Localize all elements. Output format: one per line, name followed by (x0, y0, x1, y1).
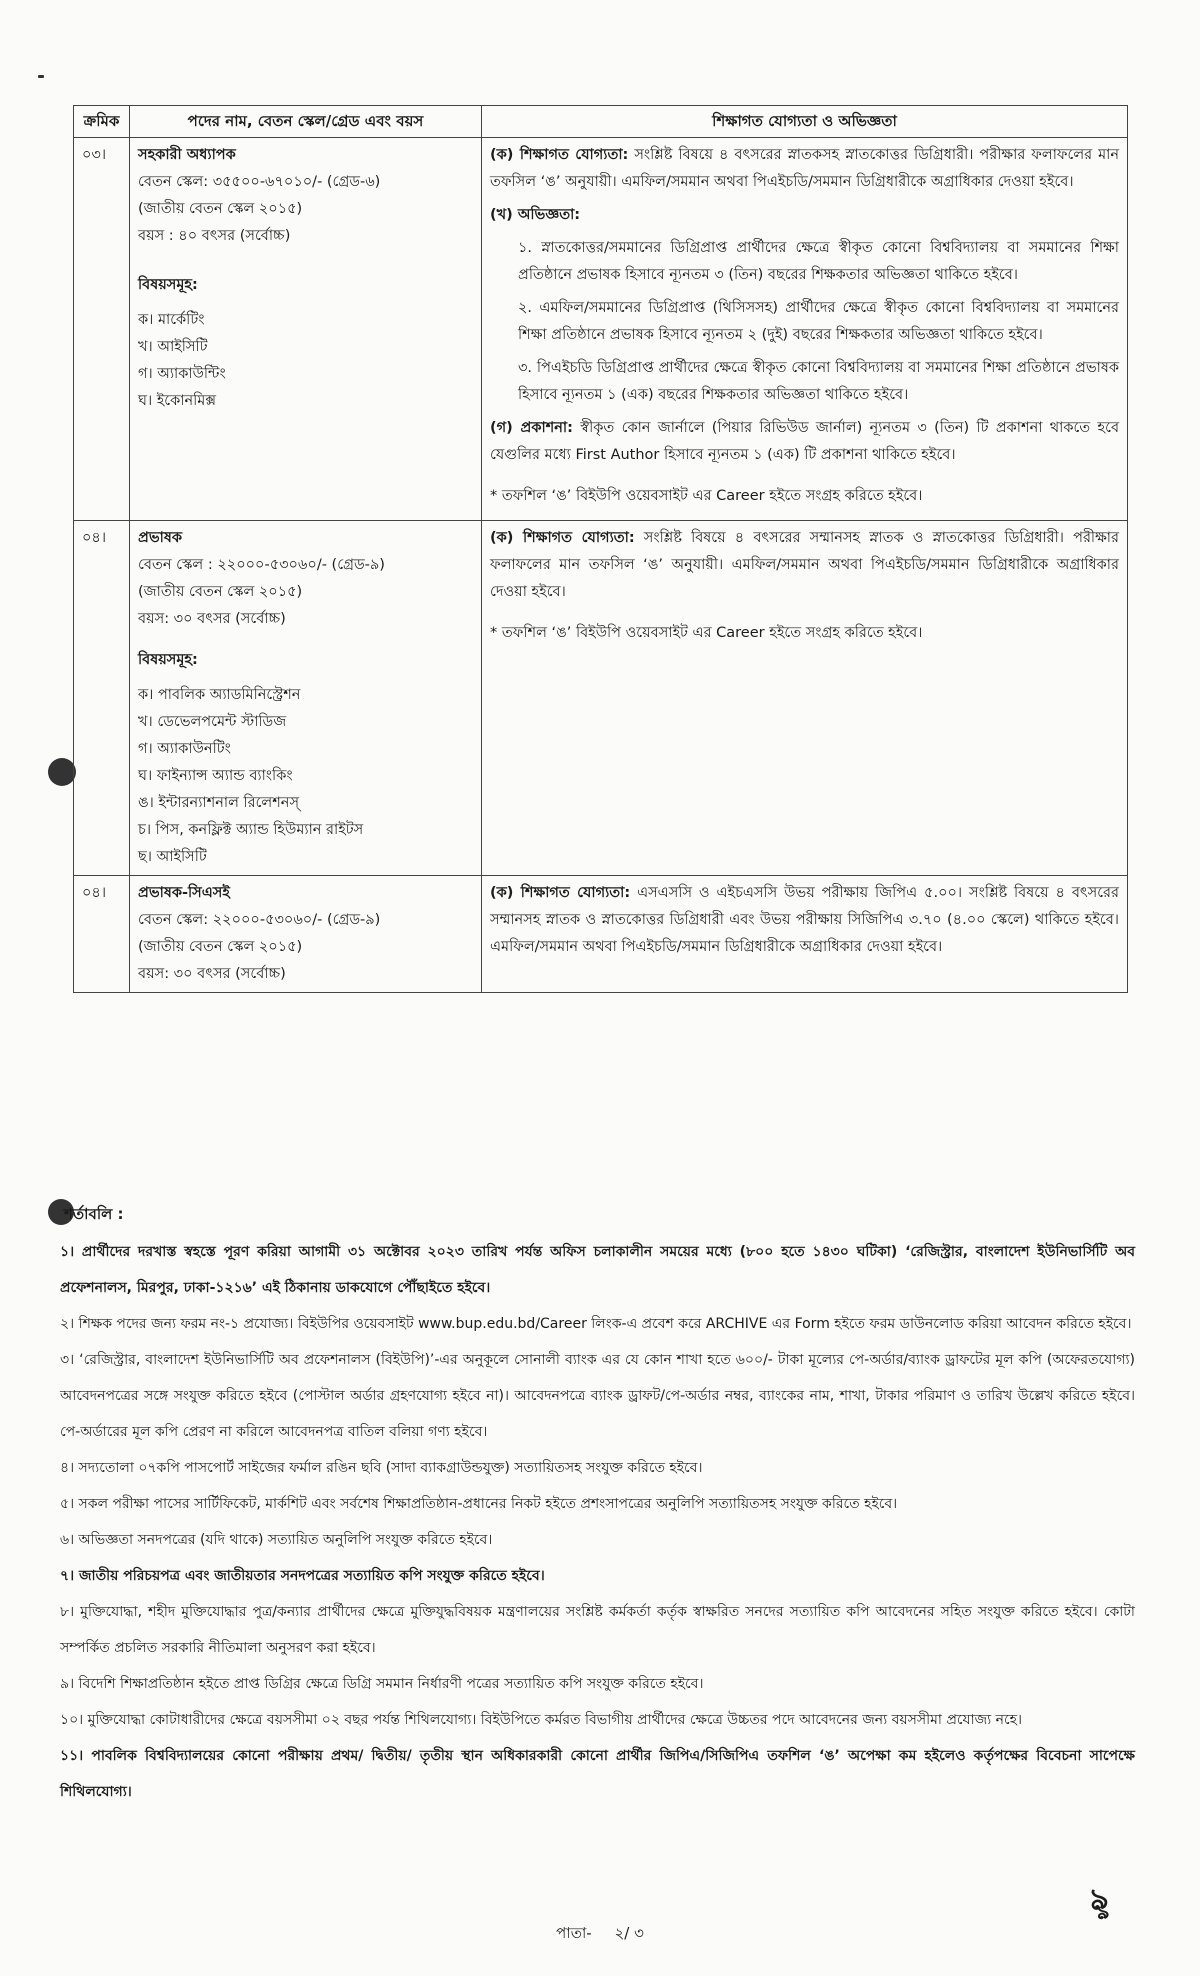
post-detail: বেতন স্কেল: ২২০০০-৫৩০৬০/- (গ্রেড-৯) (138, 912, 381, 928)
term-item: ৫। সকল পরীক্ষা পাসের সার্টিফিকেট, মার্কশিট এবং সর্বশেষ শিক্ষাপ্রতিষ্ঠান-প্রধানের নিকট হইতে প্রশংসাপত্রের অনুলিপি সত্যায়িতসহ সংযুক্ত করিতে হইবে। (60, 1496, 898, 1512)
publication-block (490, 415, 1119, 469)
page-number: ২/ ৩ (614, 1924, 644, 1942)
term-item: ৯। বিদেশি শিক্ষাপ্রতিষ্ঠান হইতে প্রাপ্ত ডিগ্রির ক্ষেত্রে ডিগ্রি সমমান নির্ধারণী পত্রের সত্যায়িত কপি সংযুক্ত করিতে হইবে। (60, 1676, 704, 1692)
post-title: প্রভাষক-সিএসই (138, 885, 230, 901)
table-header-row (74, 106, 1128, 138)
term-item: ১০। মুক্তিযোদ্ধা কোটাধারীদের ক্ষেত্রে বয়সসীমা ০২ বছর পর্যন্ত শিথিলযোগ্য। বিইউপিতে কর্মরত বিভাগীয় প্রার্থীদের ক্ষেত্রে উচ্চতর পদে আবেদনের জন্য বয়সসীমা প্রযোজ্য নহে। (60, 1712, 1023, 1728)
post-detail: বয়স: ৩০ বৎসর (সর্বোচ্চ) (138, 966, 286, 982)
subject-item: ক। পাবলিক অ্যাডমিনিস্ট্রেশন (138, 687, 301, 703)
publication-label: (গ) প্রকাশনা: (490, 420, 573, 436)
post-cell (130, 876, 482, 993)
publication-text: স্বীকৃত কোন জার্নালে (পিয়ার রিভিউড জার্নাল) ন্যূনতম ৩ (তিন) টি প্রকাশনা থাকতে হবে যেগুলির মধ্যে First Author হিসাবে ন্যূনতম ১ (এক) টি প্রকাশনা থাকিতে হইবে। (490, 420, 1120, 463)
post-title: সহকারী অধ্যাপক (138, 147, 236, 163)
term-item: ২। শিক্ষক পদের জন্য ফরম নং-১ প্রযোজ্য। বিইউপির ওয়েবসাইট www.bup.edu.bd/Career লিংক-এ প্রবেশ করে ARCHIVE এর Form হইতে ফরম ডাউনলোড করিয়া আবেদন করিতে হইবে। (60, 1316, 1132, 1332)
subject-item: ঘ। ফাইন্যান্স অ্যান্ড ব্যাংকিং (138, 768, 293, 784)
post-detail: বয়স: ৩০ বৎসর (সর্বোচ্চ) (138, 611, 286, 627)
term-item: ৪। সদ্যতোলা ০৭কপি পাসপোর্ট সাইজের ফর্মাল রঙিন ছবি (সাদা ব্যাকগ্রাউন্ডযুক্ত) সত্যায়িতসহ সংযুক্ত করিতে হইবে। (60, 1460, 703, 1476)
education-text: এসএসসি ও এইচএসসি উভয় পরীক্ষায় জিপিএ ৫.০০। সংশ্লিষ্ট বিষয়ে ৪ বৎসরের সম্মানসহ স্নাতক ও স্নাতকোত্তর ডিগ্রিধারী এবং উভয় পরীক্ষায় সিজিপিএ ৩.৭০ (৪.০০ স্কেলে) থাকিতে হইবে। এমফিল/সমমান অথবা পিএইচডি/সমমান ডিগ্রিধারীকে অগ্রাধিকার দেওয়া হইবে। (490, 885, 1119, 955)
term-item: ৩। ‘রেজিস্ট্রার, বাংলাদেশ ইউনিভার্সিটি অব প্রফেশনালস (বিইউপি)’-এর অনুকূলে সোনালী ব্যাংক এর যে কোন শাখা হতে ৬০০/- টাকা মূল্যের পে-অর্ডার/ব্যাংক ড্রাফটের মূল কপি (অফেরতযোগ্য) আবেদনপত্রের সঙ্গে সংযুক্ত করিতে হইবে (পোস্টাল অর্ডার গ্রহণযোগ্য হইবে না)। আবেদনপত্রে ব্যাংক ড্রাফট/পে-অর্ডার নম্বর, ব্যাংকের নাম, শাখা, টাকার পরিমাণ ও তারিখ উল্লেখ করিতে হইবে। পে-অর্ডারের মূল কপি প্রেরণ না করিলে আবেদনপত্র বাতিল বলিয়া গণ্য হইবে। (60, 1352, 1135, 1440)
subject-item: চ। পিস, কনফ্লিক্ট অ্যান্ড হিউম্যান রাইটস (138, 822, 364, 838)
education-label: (ক) শিক্ষাগত যোগ্যতা: (490, 885, 631, 901)
terms-section (60, 1196, 1135, 1810)
scan-speck (38, 75, 44, 78)
terms-title: শর্তাবলি : (64, 1205, 124, 1223)
schedule-note: * তফশিল ‘ঙ’ বিইউপি ওয়েবসাইট এর Career হইতে সংগ্রহ করিতে হইবে। (490, 488, 923, 504)
page-label: পাতা- (556, 1924, 592, 1942)
term-item: ৬। অভিজ্ঞতা সনদপত্রের (যদি থাকে) সত্যায়িত অনুলিপি সংযুক্ত করিতে হইবে। (60, 1532, 493, 1548)
schedule-note: * তফশিল ‘ঙ’ বিইউপি ওয়েবসাইট এর Career হইতে সংগ্রহ করিতে হইবে। (490, 625, 923, 641)
term-item: ৮। মুক্তিযোদ্ধা, শহীদ মুক্তিযোদ্ধার পুত্র/কন্যার প্রার্থীদের ক্ষেত্রে মুক্তিযুদ্ধবিষয়ক মন্ত্রণালয়ের সংশ্লিষ্ট কর্মকর্তা কর্তৃক স্বাক্ষরিত সনদের সত্যায়িত কপি আবেদনের সহিত সংযুক্ত করিতে হইবে। কোটা সম্পর্কিত প্রচলিত সরকারি নীতিমালা অনুসরণ করা হইবে। (60, 1604, 1135, 1656)
term-item: ১। প্রার্থীদের দরখাস্ত স্বহস্তে পূরণ করিয়া আগামী ৩১ অক্টোবর ২০২৩ তারিখ পর্যন্ত অফিস চলাকালীন সময়ের মধ্যে (৮০০ হতে ১৪৩০ ঘটিকা) ‘রেজিস্ট্রার, বাংলাদেশ ইউনিভার্সিটি অব প্রফেশনালস, মিরপুর, ঢাকা-১২১৬’ এই ঠিকানায় ডাকযোগে পৌঁছাইতে হইবে। (60, 1244, 1135, 1296)
post-detail: (জাতীয় বেতন স্কেল ২০১৫) (138, 201, 303, 217)
education-block (490, 880, 1119, 961)
row-serial: ০৪। (74, 876, 130, 993)
post-detail: (জাতীয় বেতন স্কেল ২০১৫) (138, 584, 303, 600)
subject-item: গ। অ্যাকাউনটিং (138, 741, 231, 757)
header-post: পদের নাম, বেতন স্কেল/গ্রেড এবং বয়স (130, 106, 482, 138)
post-detail: বয়স : ৪০ বৎসর (সর্বোচ্চ) (138, 228, 291, 244)
post-detail: (জাতীয় বেতন স্কেল ২০১৫) (138, 939, 303, 955)
header-serial: ক্রমিক (74, 106, 130, 138)
education-text: সংশ্লিষ্ট বিষয়ে ৪ বৎসরের সম্মানসহ স্নাতক ও স্নাতকোত্তর ডিগ্রিধারী। পরীক্ষার ফলাফলের মান তফসিল ‘ঙ’ অনুযায়ী। এমফিল/সমমান অথবা পিএইচডি/সমমান ডিগ্রিধারীকে অগ্রাধিকার দেওয়া হইবে। (490, 530, 1119, 600)
education-label: (ক) শিক্ষাগত যোগ্যতা: (490, 530, 635, 546)
experience-label: (খ) অভিজ্ঞতা: (490, 207, 581, 223)
education-block (490, 142, 1119, 196)
subject-item: ঙ। ইন্টারন্যাশনাল রিলেশনস্ (138, 795, 300, 811)
post-detail: বেতন স্কেল : ২২০০০-৫৩০৬০/- (গ্রেড-৯) (138, 557, 385, 573)
table-row (74, 521, 1128, 876)
education-block (490, 525, 1119, 606)
handwritten-initial: ৡ (1087, 1880, 1111, 1919)
row-serial: ০৩। (74, 138, 130, 521)
term-item: ১১। পাবলিক বিশ্ববিদ্যালয়ের কোনো পরীক্ষায় প্রথম/ দ্বিতীয়/ তৃতীয় স্থান অধিকারকারী কোনো প্রার্থীর জিপিএ/সিজিপিএ তফশিল ‘ঙ’ অপেক্ষা কম হইলেও কর্তৃপক্ষের বিবেচনা সাপেক্ষে শিথিলযোগ্য। (60, 1748, 1135, 1800)
requirements-cell (482, 876, 1128, 993)
table-row (74, 138, 1128, 521)
table-row (74, 876, 1128, 993)
subject-item: গ। অ্যাকাউন্টিং (138, 366, 226, 382)
subject-item: ঘ। ইকোনমিক্স (138, 393, 216, 409)
post-cell (130, 521, 482, 876)
header-requirements: শিক্ষাগত যোগ্যতা ও অভিজ্ঞতা (482, 106, 1128, 138)
subjects-title: বিষয়সমূহ: (138, 652, 198, 668)
education-label: (ক) শিক্ষাগত যোগ্যতা: (490, 147, 629, 163)
requirements-cell (482, 138, 1128, 521)
row-serial: ০৪। (74, 521, 130, 876)
job-positions-table (73, 105, 1128, 993)
post-title: প্রভাষক (138, 530, 182, 546)
subjects-title: বিষয়সমূহ: (138, 277, 198, 293)
education-text: সংশ্লিষ্ট বিষয়ে ৪ বৎসরের স্নাতকসহ স্নাতকোত্তর ডিগ্রিধারী। পরীক্ষার ফলাফলের মান তফসিল ‘ঙ’ অনুযায়ী। এমফিল/সমমান অথবা পিএইচডি/সমমান ডিগ্রিধারীকে অগ্রাধিকার দেওয়া হইবে। (490, 147, 1119, 190)
term-item: ৭। জাতীয় পরিচয়পত্র এবং জাতীয়তার সনদপত্রের সত্যায়িত কপি সংযুক্ত করিতে হইবে। (60, 1568, 545, 1584)
subject-item: খ। ডেভেলপমেন্ট স্টাডিজ (138, 714, 287, 730)
experience-item: ২. এমফিল/সমমানের ডিগ্রিপ্রাপ্ত (থিসিসসহ) প্রার্থীদের ক্ষেত্রে স্বীকৃত কোনো বিশ্ববিদ্যালয় বা সমমানের শিক্ষা প্রতিষ্ঠানে প্রভাষক হিসাবে ন্যূনতম ২ (দুই) বছরের শিক্ষকতার অভিজ্ঞতা থাকিতে হইবে। (518, 300, 1119, 343)
page-footer (0, 1922, 1200, 1947)
subject-item: ছ। আইসিটি (138, 849, 207, 865)
experience-item: ১. স্নাতকোত্তর/সমমানের ডিগ্রিপ্রাপ্ত প্রার্থীদের ক্ষেত্রে স্বীকৃত কোনো বিশ্ববিদ্যালয় বা সমমানের শিক্ষা প্রতিষ্ঠানে প্রভাষক হিসাবে ন্যূনতম ৩ (তিন) বছরের শিক্ষকতার অভিজ্ঞতা থাকিতে হইবে। (518, 240, 1119, 283)
subject-item: খ। আইসিটি (138, 339, 208, 355)
requirements-cell (482, 521, 1128, 876)
post-detail: বেতন স্কেল: ৩৫৫০০-৬৭০১০/- (গ্রেড-৬) (138, 174, 381, 190)
post-cell (130, 138, 482, 521)
experience-item: ৩. পিএইচডি ডিগ্রিপ্রাপ্ত প্রার্থীদের ক্ষেত্রে স্বীকৃত কোনো বিশ্ববিদ্যালয় বা সমমানের শিক্ষা প্রতিষ্ঠানে প্রভাষক হিসাবে ন্যূনতম ১ (এক) বছরের শিক্ষকতার অভিজ্ঞতা থাকিতে হইবে। (518, 360, 1119, 403)
punch-hole-mark (48, 758, 76, 786)
subject-item: ক। মার্কেটিং (138, 312, 205, 328)
